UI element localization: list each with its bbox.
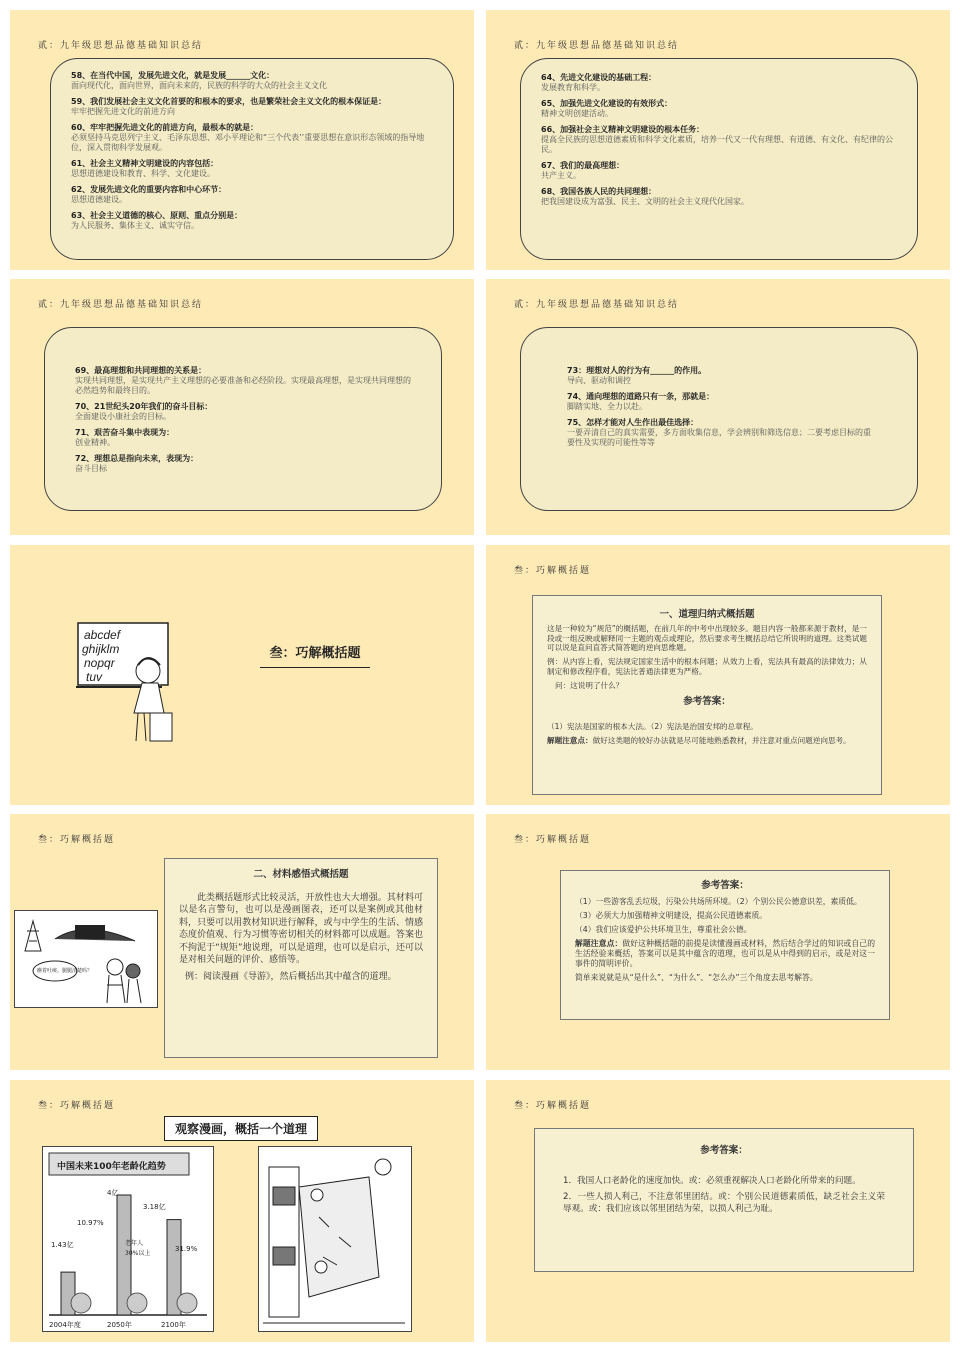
slide-10 (486, 1080, 950, 1342)
box-title: 一、道理归纳式概括题 (659, 609, 755, 620)
note-label: 解题注意点： (575, 939, 623, 948)
question: 68、我国各族人民的共同理想： (541, 187, 657, 196)
content-box (520, 327, 918, 511)
question: 69、最高理想和共同理想的关系是： (75, 366, 207, 375)
slide-header: 贰：九年级思想品德基础知识总结 (38, 41, 204, 51)
slide-title: 叁：巧解概括题 (260, 642, 370, 668)
neighbor-cartoon (258, 1146, 412, 1332)
question: 62、发展先进文化的重要内容和中心环节： (71, 185, 227, 194)
label-v4: 3.18亿 (143, 1203, 166, 1211)
question: 63、社会主义道德的核心、原则、重点分别是： (71, 211, 243, 220)
content-box (534, 1128, 914, 1272)
slide-header: 叁：巧解概括题 (514, 566, 592, 576)
aging-chart (42, 1146, 214, 1332)
note-text: 做好这种概括题的前提是读懂漫画或材料，然后结合学过的知识或自己的生活经验来概括，答案可以是其中蕴含的道理，也可以是从中得到的启示，或是对这一事件的简明评价。 (575, 939, 876, 968)
slide-8 (486, 814, 950, 1070)
question: 74、通向理想的道路只有一条，那就是： (567, 392, 715, 401)
answer: （4）我们应该爱护公共环境卫生，尊重社会公德。 (575, 925, 752, 934)
slide-header: 叁：巧解概括题 (514, 1101, 592, 1111)
question: 72、理想总是指向未来，表现为： (75, 454, 199, 463)
slide-5 (10, 545, 474, 805)
example: 例：阅读漫画《导游》，然后概括出其中蕴含的道理。 (185, 971, 397, 982)
slide-6 (486, 545, 950, 805)
answer: 共产主义。 (541, 171, 581, 180)
tip: 简单来说就是从“是什么”、“为什么”、“怎么办”三个角度去思考解答。 (575, 973, 818, 982)
label-v3: 4亿 (107, 1189, 119, 1197)
slide-header: 贰：九年级思想品德基础知识总结 (514, 300, 680, 310)
answer: 2．一些人损人利己，不注意邻里团结。或：个别公民道德素质低，缺乏社会主义荣辱观。或：我们应该以邻里团结为荣，以损人利己为耻。 (563, 1192, 885, 1214)
svg-text:tuv: tuv (86, 670, 103, 684)
label-v5: 老年人 (125, 1240, 144, 1247)
answer: 导向、驱动和调控 (567, 376, 631, 385)
paragraph: 这是一种较为“规范”的概括题，在前几年的中考中出现较多。题目内容一般都来源于教材，是一段或一组反映或解释同一主题的观点或理论，然后要求考生概括总结它所说明的道理。这类试题可以说是直问直答式简答题的逆向思维题。 (547, 623, 867, 653)
category-2: 2100年 (161, 1321, 186, 1329)
question: 问：这说明了什么？ (555, 680, 624, 690)
cartoon-caption: 瞧着吐痰。腿腿清楚吗？ (37, 968, 93, 974)
answer-title: 参考答案： (701, 880, 749, 891)
question: 64、先进文化建设的基础工程： (541, 73, 657, 82)
answer: 思想道德建设。 (71, 195, 127, 204)
content-box (520, 58, 918, 260)
question: 58、在当代中国，发展先进文化，就是发展______文化： (71, 71, 275, 80)
answer: 实现共同理想，是实现共产主义理想的必要准备和必经阶段。实现最高理想，是实现共同理想的必然趋势和最终目的。 (75, 376, 411, 395)
chart-title: 中国未来100年老龄化趋势 (57, 1162, 166, 1172)
question: 71、艰苦奋斗集中表现为： (75, 428, 175, 437)
answer: 奋斗目标 (75, 464, 107, 473)
slide-4 (486, 279, 950, 535)
question: 73：理想对人的行为有______的作用。 (567, 366, 707, 375)
answer: 创业精神。 (75, 438, 115, 447)
answer-title: 参考答案： (700, 1145, 748, 1156)
question: 75、怎样才能对人生作出最佳选择： (567, 418, 699, 427)
answer: 全面建设小康社会的目标。 (75, 412, 171, 421)
note (575, 939, 875, 969)
cartoon-frame (14, 910, 158, 1008)
question: 70、21世纪头20年我们的奋斗目标： (75, 402, 213, 411)
box-title: 二、材料感悟式概括题 (253, 869, 349, 880)
content-box (560, 870, 890, 1020)
label-v2: 10.97% (77, 1219, 104, 1227)
svg-text:ghijklm: ghijklm (82, 642, 120, 656)
question: 61、社会主义精神文明建设的内容包括： (71, 159, 219, 168)
question: 59、我们发展社会主义文化首要的和根本的要求，也是繁荣社会主义文化的根本保证是： (71, 97, 387, 106)
label-v7: 31.9% (175, 1245, 198, 1253)
label-v6: 30%以上 (125, 1250, 151, 1257)
question: 66、加强社会主义精神文明建设的根本任务： (541, 125, 705, 134)
slide-9 (10, 1080, 474, 1342)
slide-header: 叁：巧解概括题 (38, 1101, 116, 1111)
example: 例：从内容上看，宪法规定国家生活中的根本问题；从效力上看，宪法具有最高的法律效力；从制定和修改程序看，宪法比普通法律更为严格。 (547, 657, 867, 676)
slide-2 (486, 10, 950, 270)
slide-header: 贰：九年级思想品德基础知识总结 (514, 41, 680, 51)
slide-header: 叁：巧解概括题 (38, 835, 116, 845)
content-box (50, 58, 454, 260)
slide-header: 贰：九年级思想品德基础知识总结 (38, 300, 204, 310)
pie-mark-2 (177, 1293, 197, 1313)
content-box (44, 327, 442, 511)
banner: 观察漫画，概括一个道理 (164, 1116, 318, 1141)
note-text: 做好这类题的较好办法就是尽可能地熟悉教材，并注意对重点问题逆向思考。 (592, 736, 851, 746)
slide-1 (10, 10, 474, 270)
svg-text:abcdef: abcdef (84, 628, 121, 642)
slide-3 (10, 279, 474, 535)
answer: 思想道德建设和教育、科学、文化建设。 (71, 169, 215, 178)
answer: （3）必须大力加强精神文明建设，提高公民道德素质。 (575, 911, 768, 920)
question: 60、牢牢把握先进文化的前进方向，最根本的就是： (71, 123, 259, 132)
note (547, 736, 867, 746)
answer: 提高全民族的思想道德素质和科学文化素质，培养一代又一代有理想、有道德、有文化、有纪律的公民。 (541, 135, 893, 154)
answer: 牢牢把握先进文化的前进方向 (71, 107, 175, 116)
answer: 精神文明创建活动。 (541, 109, 613, 118)
teacher-cartoon (72, 615, 182, 745)
answer: 脚踏实地、全力以赴。 (567, 402, 647, 411)
answer: 把我国建设成为富强、民主、文明的社会主义现代化国家。 (541, 197, 749, 206)
answer: 为人民服务、集体主义、诚实守信。 (71, 221, 199, 230)
answer: （1）宪法是国家的根本大法。（2）宪法是治国安邦的总章程。 (547, 722, 758, 732)
answer: 1．我国人口老龄化的速度加快。或：必须重视解决人口老龄化所带来的问题。 (563, 1176, 861, 1186)
pie-mark-0 (71, 1293, 91, 1313)
category-0: 2004年度 (49, 1321, 81, 1329)
note-label: 解题注意点： (547, 736, 593, 746)
slide-header: 叁：巧解概括题 (514, 835, 592, 845)
content-box (532, 595, 882, 795)
svg-text:nopqr: nopqr (84, 656, 115, 670)
label-v1: 1.43亿 (51, 1241, 74, 1249)
answer-title: 参考答案： (683, 695, 731, 707)
category-1: 2050年 (107, 1321, 132, 1329)
answer: 面向现代化，面向世界，面向未来的，民族的科学的大众的社会主义文化 (71, 81, 327, 90)
answer: （1）一些游客乱丢垃圾，污染公共场所环境。（2）个别公民公德意识差，素质低。 (575, 897, 862, 906)
pie-mark-1 (127, 1293, 147, 1313)
answer: 发展教育和科学。 (541, 83, 605, 92)
question: 65、加强先进文化建设的有效形式： (541, 99, 673, 108)
slide-7 (10, 814, 474, 1070)
answer: 必须坚持马克思列宁主义、毛泽东思想、邓小平理论和“三个代表’’重要思想在意识形态领域的指导地位，深入贯彻科学发展观。 (71, 133, 425, 152)
content-box (164, 858, 438, 1058)
question: 67、我们的最高理想： (541, 161, 625, 170)
answer: 一要弄清自己的真实需要，多方面收集信息，学会辨别和筛选信息；二要考虑目标的重要性及实现的可能性等等 (567, 428, 871, 447)
paragraph: 此类概括题形式比较灵活，开放性也大大增强。其材料可以是名言警句，也可以是漫画图表，还可以是案例或其他材料，只要可以用教材知识进行解释，或与中学生的生活、情感态度价值观、行为习惯等密切相关的材料都可以成题。答案也不拘泥于“规矩”地说理，可以是道理，也可以是启示，还可以是对相关问题的评价、感悟等。 (179, 892, 423, 965)
